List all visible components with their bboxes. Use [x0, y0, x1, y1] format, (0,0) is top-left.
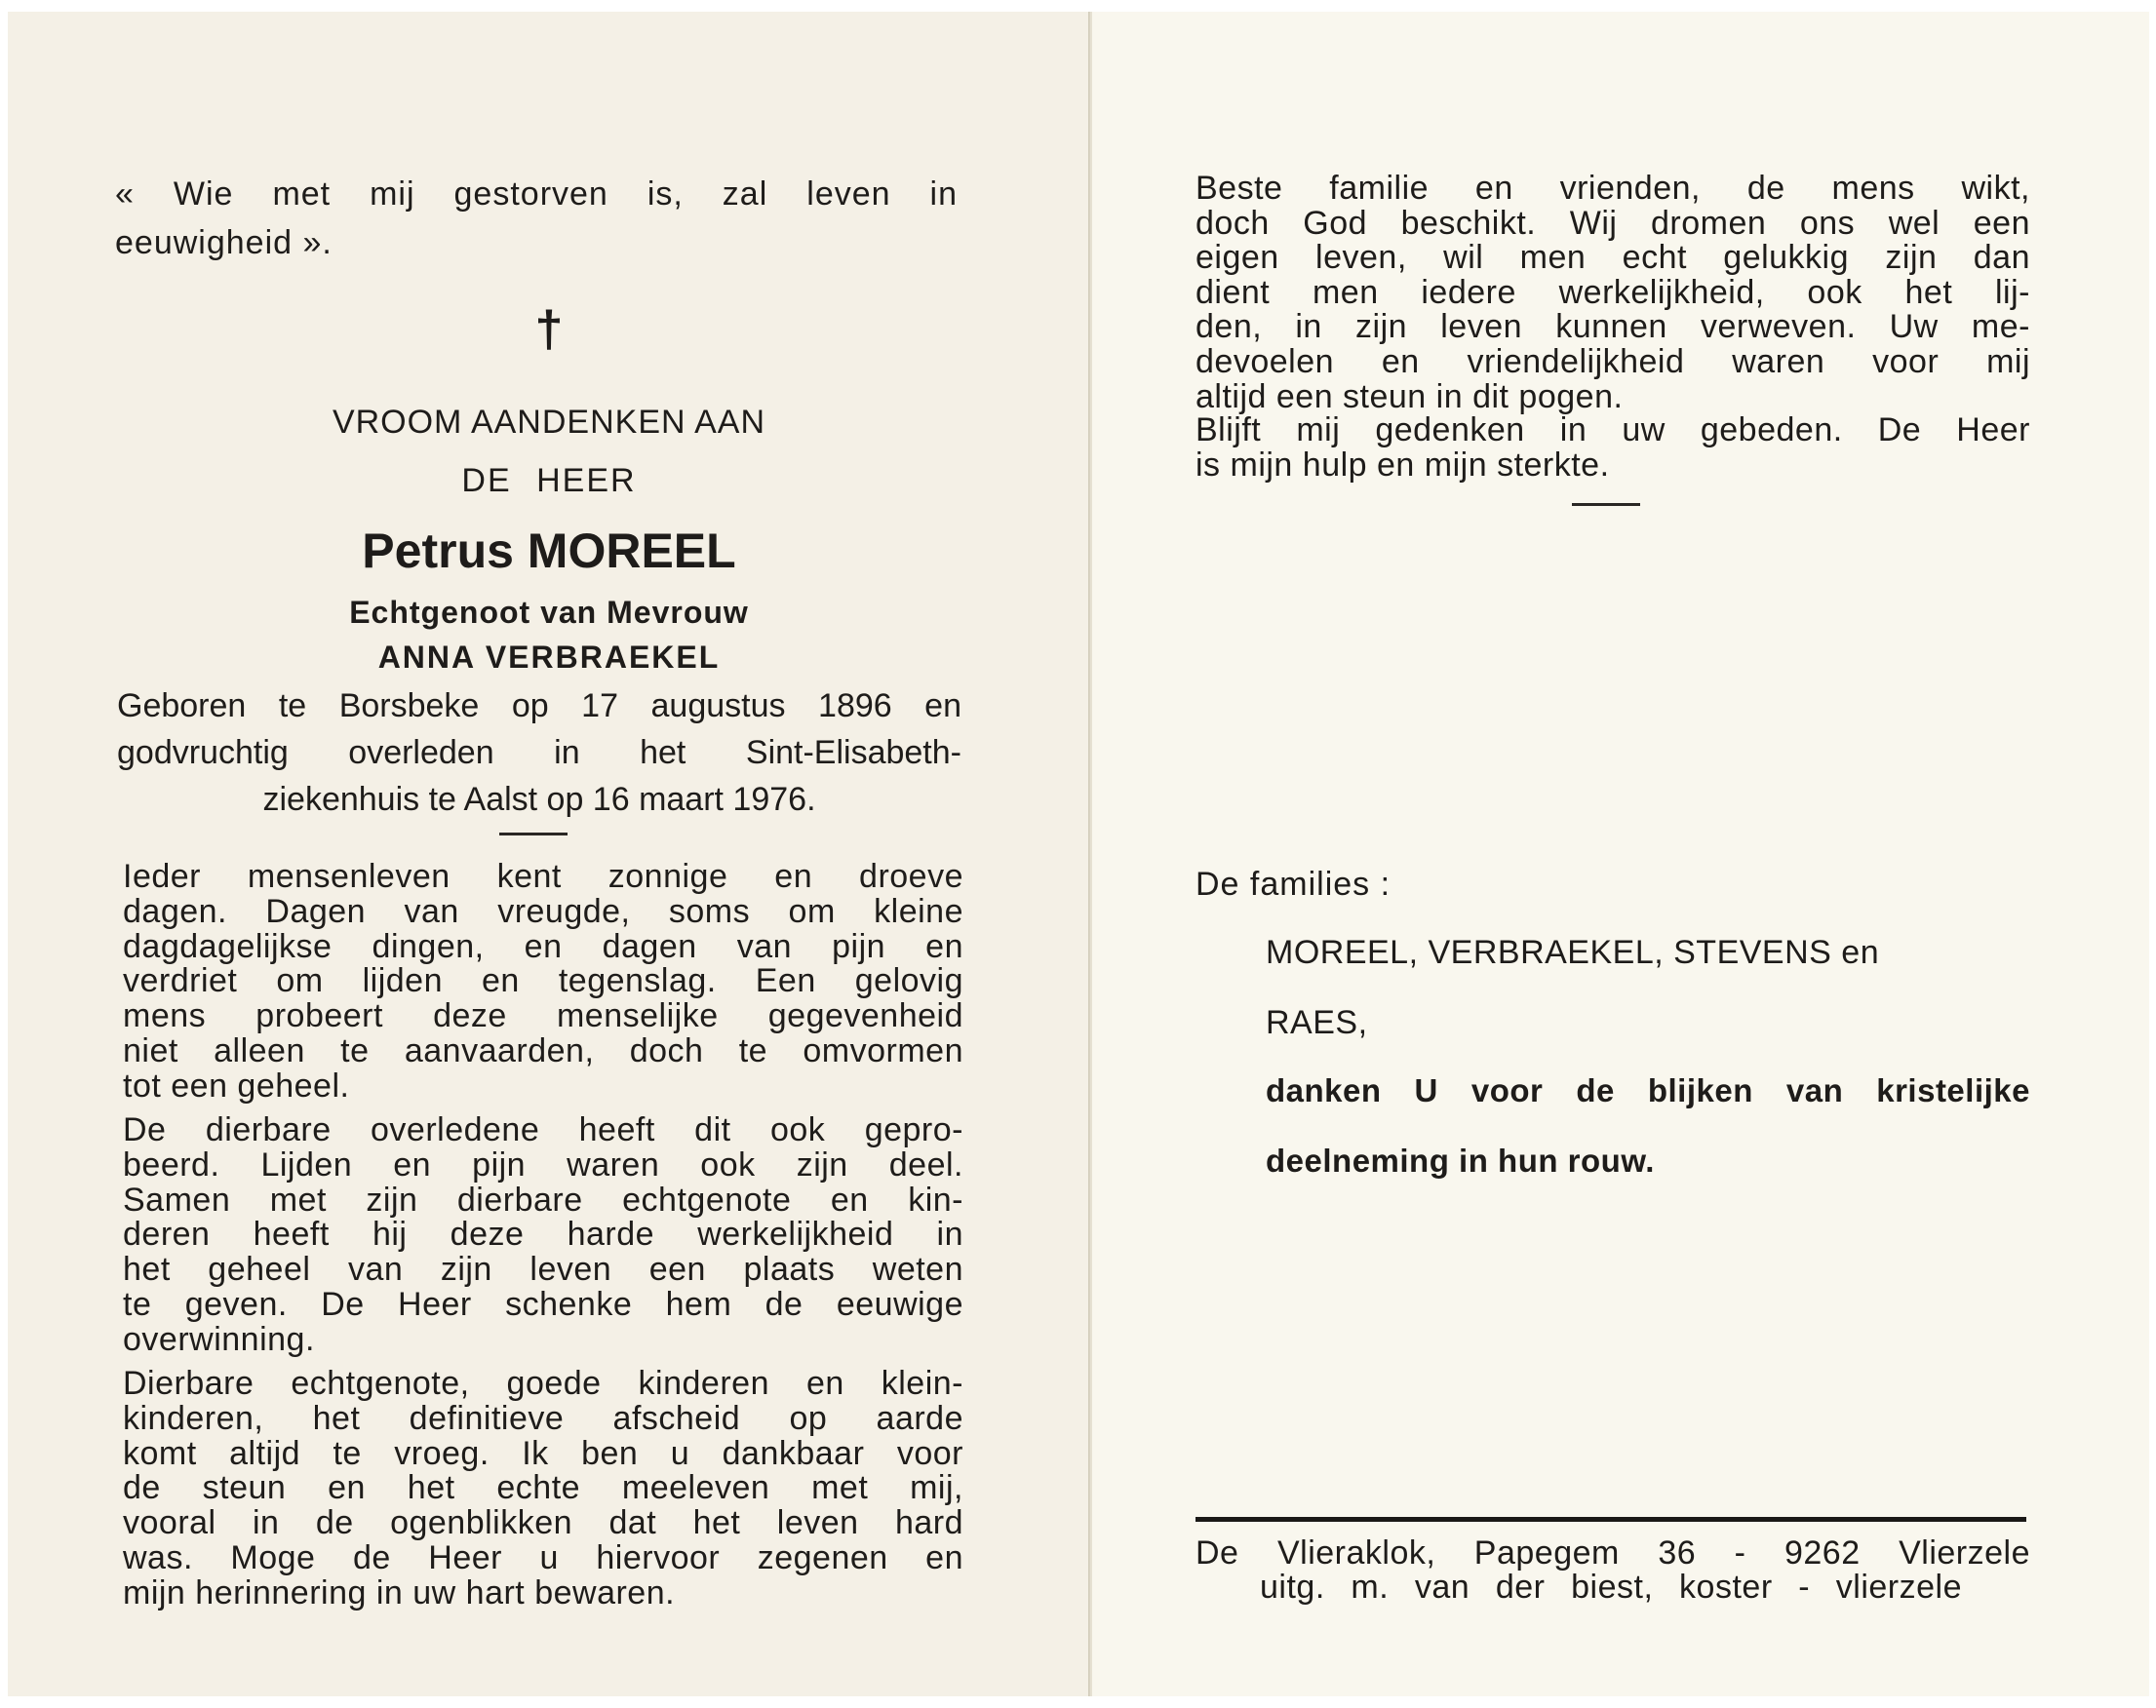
- memorial-subheading: DE HEER: [461, 462, 637, 499]
- spouse-label: Echtgenoot van Mevrouw: [349, 595, 749, 630]
- spouse-name: ANNA VERBRAEKEL: [377, 640, 721, 675]
- text-line: eigen leven, wil men echt gelukkig zijn dan: [1196, 239, 2030, 277]
- text-line: Samen met zijn dierbare echtgenote en kin-: [123, 1181, 963, 1219]
- text-line: De dierbare overledene heeft dit ook gepro-: [123, 1111, 963, 1148]
- text-line: altijd een steun in dit pogen.: [1196, 377, 1624, 415]
- divider: [1572, 503, 1640, 506]
- text-line: vooral in de ogenblikken dat het leven hard: [123, 1504, 963, 1542]
- deceased-name: Petrus MOREEL: [362, 524, 736, 578]
- message-paragraph-1: [1196, 172, 2030, 414]
- text-line: beerd. Lijden en pijn waren ook zijn deel.: [123, 1145, 963, 1184]
- printer-address: De Vlieraklok, Papegem 36 - 9262 Vlierzele: [1196, 1534, 2030, 1572]
- publisher-line: uitg. m. van der biest, koster - vlierzele: [1260, 1569, 1962, 1606]
- reflection-paragraph-2: [123, 1113, 963, 1358]
- text-line: Ieder mensenleven kent zonnige en droeve: [123, 858, 963, 895]
- text-line: deren heeft hij deze harde werkelijkheid in: [123, 1216, 963, 1254]
- text-line: de steun en het echte meeleven met mij,: [123, 1469, 963, 1507]
- text-line: Blijft mij gedenken in uw gebeden. De Heer: [1196, 411, 2030, 448]
- text-line: kinderen, het definitieve afscheid op aarde: [123, 1399, 963, 1437]
- text-line: verdriet om lijden en tegenslag. Een gelovig: [123, 962, 963, 1000]
- scripture-quote: [115, 170, 958, 267]
- family-names: RAES,: [1266, 1004, 1368, 1041]
- text-line: dient men iedere werkelijkheid, ook het lij-: [1196, 273, 2030, 311]
- text-line: godvruchtig overleden in het Sint-Elisabeth-: [117, 734, 961, 771]
- text-line: den, in zijn leven kunnen verweven. Uw me-: [1196, 308, 2030, 346]
- text-line: te geven. De Heer schenke hem de eeuwige: [123, 1285, 963, 1323]
- text-line: doch God beschikt. Wij dromen ons wel een: [1196, 204, 2030, 242]
- text-line: Dierbare echtgenote, goede kinderen en klein-: [123, 1365, 963, 1402]
- text-line: Beste familie en vrienden, de mens wikt,: [1196, 170, 2030, 207]
- footer-rule: [1196, 1517, 2026, 1522]
- right-page: [1090, 12, 2149, 1696]
- reflection-paragraph-1: [123, 860, 963, 1105]
- reflection-paragraph-3: [123, 1367, 963, 1611]
- text-line: dagdagelijkse dingen, en dagen van pijn en: [123, 927, 963, 965]
- quote-line: eeuwigheid ».: [115, 224, 333, 261]
- memorial-heading: VROOM AANDENKEN AAN: [332, 404, 766, 441]
- text-line: niet alleen te aanvaarden, doch te omvormen: [123, 1031, 963, 1069]
- text-line: het geheel van zijn leven een plaats weten: [123, 1251, 963, 1289]
- birth-death-text: [117, 682, 961, 823]
- family-names: MOREEL, VERBRAEKEL, STEVENS en: [1266, 934, 1880, 971]
- cross-icon: †: [534, 301, 564, 358]
- text-line: Geboren te Borsbeke op 17 augustus 1896 en: [117, 687, 961, 724]
- left-page: [8, 12, 1090, 1696]
- thanks-text: danken U voor de blijken van kristelijke: [1266, 1072, 2030, 1108]
- text-line: tot een geheel.: [123, 1067, 350, 1105]
- text-line: was. Moge de Heer u hiervoor zegenen en: [123, 1538, 963, 1576]
- text-line: komt altijd te vroeg. Ik ben u dankbaar voor: [123, 1434, 963, 1472]
- text-line: mens probeert deze menselijke gegevenheid: [123, 997, 963, 1035]
- text-line: devoelen en vriendelijkheid waren voor mij: [1196, 342, 2030, 380]
- thanks-text: deelneming in hun rouw.: [1266, 1143, 1655, 1179]
- text-line: is mijn hulp en mijn sterkte.: [1196, 446, 1610, 484]
- divider: [499, 833, 568, 835]
- text-line: ziekenhuis te Aalst op 16 maart 1976.: [262, 781, 816, 818]
- quote-line: « Wie met mij gestorven is, zal leven in: [115, 175, 958, 213]
- text-line: overwinning.: [123, 1320, 315, 1358]
- text-line: dagen. Dagen van vreugde, soms om kleine: [123, 892, 963, 930]
- message-paragraph-2: [1196, 413, 2030, 483]
- text-line: mijn herinnering in uw hart bewaren.: [123, 1573, 676, 1611]
- families-label: De families :: [1196, 866, 1392, 903]
